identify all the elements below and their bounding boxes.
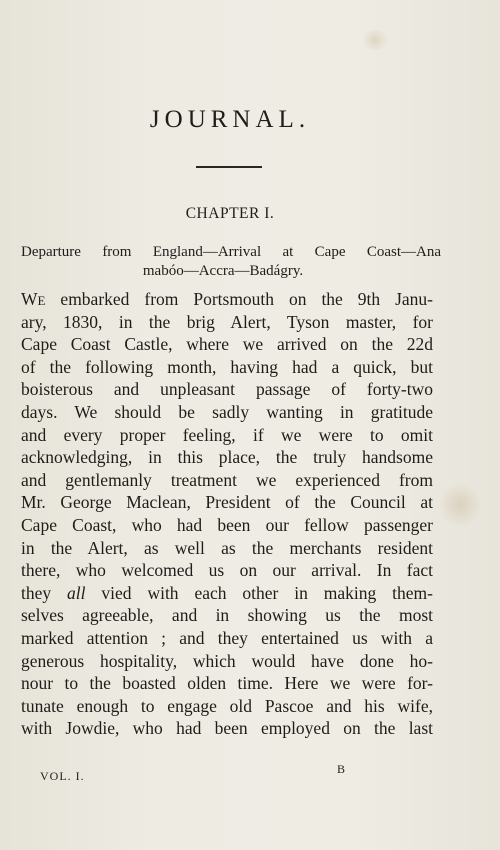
body-line: WE embarked from Portsmouth on the 9th Janu-	[21, 289, 433, 309]
body-line: generous hospitality, which would have done ho-	[21, 650, 433, 671]
body-line: boisterous and unpleasant passage of forty-two	[21, 379, 433, 400]
volume-label: VOL. I.	[40, 769, 85, 783]
body-line: in the Alert, as well as the merchants resident	[21, 537, 433, 558]
body-line: Mr. George Maclean, President of the Council at	[21, 492, 433, 513]
body-line: Cape Coast Castle, where we arrived on the 22d	[21, 334, 433, 355]
chapter-summary	[21, 243, 441, 281]
chapter-summary-line: mabóo—Accra—Badágry.	[142, 263, 304, 279]
body-line: they all vied with each other in making them-	[21, 582, 433, 603]
chapter-heading: CHAPTER I.	[185, 205, 275, 222]
body-line: marked attention ; and they entertained us with a	[21, 627, 433, 648]
body-line: Cape Coast, who had been our fellow passenger	[21, 514, 433, 535]
body-text	[21, 288, 433, 740]
body-line: selves agreeable, and in showing us the most	[21, 605, 433, 626]
drop-initial: W	[21, 289, 38, 309]
small-caps-letter: E	[37, 293, 46, 308]
body-line: tunate enough to engage old Pascoe and his wife,	[21, 695, 433, 716]
title-divider	[196, 166, 262, 168]
body-line: with Jowdie, who had been employed on the last	[21, 718, 433, 739]
body-line: ary, 1830, in the brig Alert, Tyson master, for	[21, 311, 433, 332]
body-line: acknowledging, in this place, the truly handsome	[21, 447, 433, 468]
page-title: JOURNAL.	[149, 106, 311, 133]
emphasis-word: all	[67, 582, 86, 603]
signature-mark: B	[337, 762, 346, 776]
chapter-summary-line: Departure from England—Arrival at Cape Coast—Ana	[21, 244, 441, 260]
body-line: nour to the boasted olden time. Here we were for-	[21, 673, 433, 694]
body-line: and gentlemanly treatment we experienced from	[21, 469, 433, 490]
body-line: days. We should be sadly wanting in gratitude	[21, 401, 433, 422]
paper-stain	[360, 30, 390, 50]
body-line: there, who welcomed us on our arrival. In fact	[21, 560, 433, 581]
body-line: of the following month, having had a quick, but	[21, 356, 433, 377]
paper-stain	[440, 480, 480, 530]
body-line: and every proper feeling, if we were to omit	[21, 424, 433, 445]
